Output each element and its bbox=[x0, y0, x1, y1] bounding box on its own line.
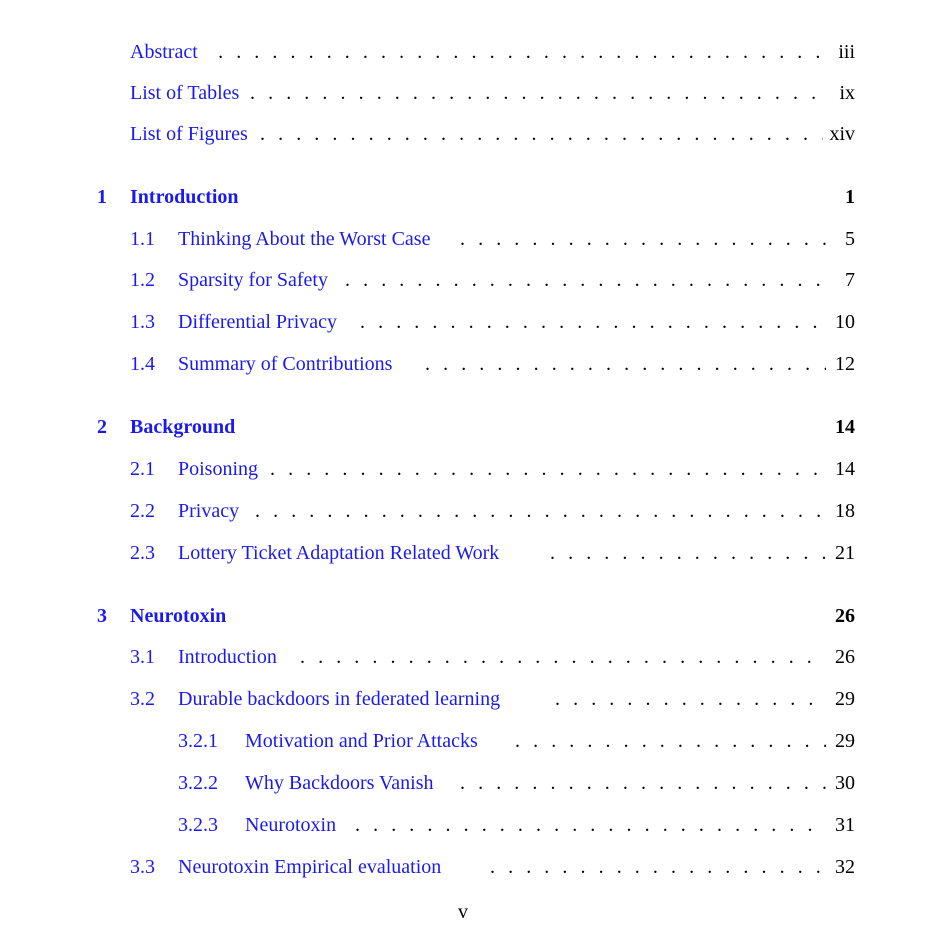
dot-leader bbox=[460, 224, 826, 254]
chapter-number[interactable]: 1 bbox=[97, 186, 107, 208]
section-page: 10 bbox=[829, 307, 855, 337]
toc-section-1-3[interactable] bbox=[0, 307, 926, 337]
subsection-page: 31 bbox=[829, 810, 855, 840]
dot-leader bbox=[345, 265, 826, 295]
chapter-page: 14 bbox=[829, 412, 855, 442]
dot-leader bbox=[460, 768, 826, 798]
chapter-page: 26 bbox=[829, 601, 855, 631]
subsection-title[interactable]: Why Backdoors Vanish bbox=[245, 768, 440, 798]
section-title[interactable]: Summary of Contributions bbox=[178, 349, 398, 379]
toc-entry-page: xiv bbox=[823, 119, 855, 149]
section-title[interactable]: Thinking About the Worst Case bbox=[178, 224, 436, 254]
dot-leader bbox=[300, 642, 826, 672]
page-number-footer: v bbox=[458, 901, 468, 923]
toc-subsection-3-2-1[interactable] bbox=[0, 726, 926, 756]
section-title[interactable]: Differential Privacy bbox=[178, 307, 343, 337]
toc-entry-title[interactable]: Abstract bbox=[130, 37, 204, 67]
section-page: 29 bbox=[829, 684, 855, 714]
chapter-number[interactable]: 2 bbox=[97, 416, 107, 438]
section-number[interactable]: 3.1 bbox=[130, 646, 155, 668]
section-title[interactable]: Sparsity for Safety bbox=[178, 265, 334, 295]
toc-section-2-2[interactable] bbox=[0, 496, 926, 526]
section-number[interactable]: 1.1 bbox=[130, 228, 155, 250]
toc-section-3-3[interactable] bbox=[0, 852, 926, 882]
toc-section-1-2[interactable] bbox=[0, 265, 926, 295]
section-page: 7 bbox=[839, 265, 855, 295]
dot-leader bbox=[200, 37, 826, 67]
section-number[interactable]: 1.2 bbox=[130, 269, 155, 291]
dot-leader bbox=[425, 349, 826, 379]
subsection-title[interactable]: Motivation and Prior Attacks bbox=[245, 726, 484, 756]
subsection-title[interactable]: Neurotoxin bbox=[245, 810, 342, 840]
toc-entry-title[interactable]: List of Tables bbox=[130, 78, 245, 108]
toc-section-2-3[interactable] bbox=[0, 538, 926, 568]
dot-leader bbox=[360, 307, 826, 337]
toc-entry-title[interactable]: List of Figures bbox=[130, 119, 254, 149]
toc-chapter-1[interactable] bbox=[0, 182, 926, 212]
toc-entry-list-of-figures[interactable] bbox=[0, 119, 926, 149]
dot-leader bbox=[250, 78, 826, 108]
section-number[interactable]: 3.3 bbox=[130, 856, 155, 878]
subsection-page: 30 bbox=[829, 768, 855, 798]
section-page: 32 bbox=[829, 852, 855, 882]
subsection-number[interactable]: 3.2.1 bbox=[178, 730, 218, 752]
section-title[interactable]: Poisoning bbox=[178, 454, 264, 484]
dot-leader bbox=[270, 454, 826, 484]
toc-entry-abstract[interactable] bbox=[0, 37, 926, 67]
dot-leader bbox=[255, 496, 826, 526]
dot-leader bbox=[550, 538, 826, 568]
section-number[interactable]: 3.2 bbox=[130, 688, 155, 710]
section-title[interactable]: Lottery Ticket Adaptation Related Work bbox=[178, 538, 505, 568]
section-number[interactable]: 1.4 bbox=[130, 353, 155, 375]
section-title[interactable]: Introduction bbox=[178, 642, 283, 672]
toc-section-2-1[interactable] bbox=[0, 454, 926, 484]
section-page: 5 bbox=[839, 224, 855, 254]
toc-section-3-2[interactable] bbox=[0, 684, 926, 714]
toc-chapter-2[interactable] bbox=[0, 412, 926, 442]
dot-leader bbox=[355, 810, 826, 840]
toc-section-3-1[interactable] bbox=[0, 642, 926, 672]
section-number[interactable]: 2.1 bbox=[130, 458, 155, 480]
section-title[interactable]: Neurotoxin Empirical evaluation bbox=[178, 852, 447, 882]
section-page: 26 bbox=[829, 642, 855, 672]
toc-section-1-1[interactable] bbox=[0, 224, 926, 254]
section-page: 12 bbox=[829, 349, 855, 379]
toc-entry-page: iii bbox=[832, 37, 855, 67]
dot-leader bbox=[260, 119, 826, 149]
subsection-page: 29 bbox=[829, 726, 855, 756]
chapter-number[interactable]: 3 bbox=[97, 605, 107, 627]
chapter-page: 1 bbox=[839, 182, 855, 212]
chapter-title[interactable]: Neurotoxin bbox=[130, 601, 232, 631]
section-page: 14 bbox=[829, 454, 855, 484]
dot-leader bbox=[490, 852, 826, 882]
section-title[interactable]: Durable backdoors in federated learning bbox=[178, 684, 506, 714]
subsection-number[interactable]: 3.2.3 bbox=[178, 814, 218, 836]
section-number[interactable]: 2.3 bbox=[130, 542, 155, 564]
toc-section-1-4[interactable] bbox=[0, 349, 926, 379]
toc-subsection-3-2-3[interactable] bbox=[0, 810, 926, 840]
chapter-title[interactable]: Background bbox=[130, 412, 241, 442]
subsection-number[interactable]: 3.2.2 bbox=[178, 772, 218, 794]
chapter-title[interactable]: Introduction bbox=[130, 182, 245, 212]
section-page: 21 bbox=[829, 538, 855, 568]
dot-leader bbox=[515, 726, 826, 756]
dot-leader bbox=[555, 684, 826, 714]
section-number[interactable]: 2.2 bbox=[130, 500, 155, 522]
toc-entry-list-of-tables[interactable] bbox=[0, 78, 926, 108]
toc-entry-page: ix bbox=[833, 78, 855, 108]
section-number[interactable]: 1.3 bbox=[130, 311, 155, 333]
toc-subsection-3-2-2[interactable] bbox=[0, 768, 926, 798]
section-page: 18 bbox=[829, 496, 855, 526]
section-title[interactable]: Privacy bbox=[178, 496, 245, 526]
toc-chapter-3[interactable] bbox=[0, 601, 926, 631]
